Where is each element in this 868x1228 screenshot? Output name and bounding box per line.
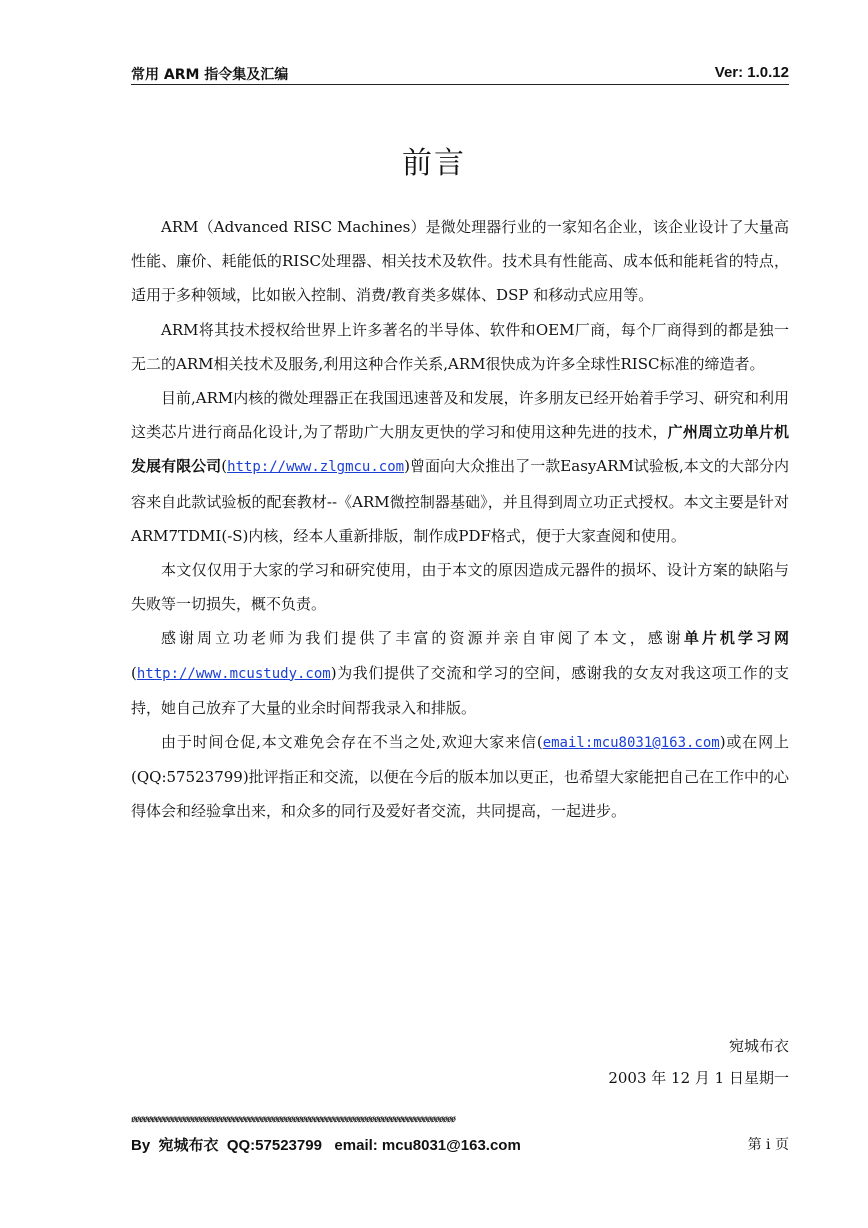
- mcustudy-link[interactable]: http://www.mcustudy.com: [136, 665, 331, 682]
- paragraph-6-text-b: )或在网上(QQ:57523799)批评指正和交流，以便在今后的版本加以更正，也希望大家能把自己在工作中的心得体会和经验拿出来，和众多的同行及爱好者交流，共同提高，一起进步。: [131, 733, 789, 821]
- company-name: 广州周立功单片机发展有限公司: [131, 423, 789, 476]
- signature-date: 2003 年 12 月 1 日星期一: [608, 1069, 789, 1087]
- signature-name: 宛城布衣: [728, 1037, 789, 1055]
- header-doc-title: 常用 ARM 指令集及汇编: [131, 67, 289, 83]
- email-link[interactable]: email:mcu8031@163.com: [542, 735, 720, 752]
- page-footer: [131, 1134, 789, 1156]
- footer-ornament-divider: ꬾꬾꬾꬾꬾꬾꬾꬾꬾꬾꬾꬾꬾꬾꬾꬾꬾꬾꬾꬾꬾꬾꬾꬾꬾꬾꬾꬾꬾꬾꬾꬾꬾꬾꬾꬾꬾꬾꬾꬾꬾꬾꬾꬾꬾꬾꬾꬾꬾꬾꬾꬾꬾꬾꬾꬾꬾꬾꬾꬾꬾꬾꬾꬾꬾꬾꬾꬾꬾꬾꬾꬾꬾꬾꬾꬾꬾꬾꬾꬾ: [131, 1113, 455, 1125]
- paragraph-6: [131, 725, 789, 829]
- signature-block: [608, 1030, 789, 1094]
- footer-author-contact: By 宛城布衣 QQ:57523799 email: mcu8031@163.com: [131, 1137, 521, 1154]
- paragraph-4: 本文仅仅用于大家的学习和研究使用，由于本文的原因造成元器件的损坏、设计方案的缺陷与失败等一切损失，概不负责。: [131, 561, 789, 614]
- paragraph-5-text-b: 为我们提供了交流和学习的空间，感谢我的女友对我这项工作的支持，她自己放弃了大量的业余时间帮我录入和排版。: [131, 663, 789, 717]
- paragraph-3-text-a: 目前,ARM内核的微处理器正在我国迅速普及和发展，许多朋友已经开始着手学习、研究和利用这类芯片进行商品化设计,为了帮助广大朋友更快的学习和使用这种先进的技术，: [131, 389, 789, 442]
- paragraph-1: ARM（Advanced RISC Machines）是微处理器行业的一家知名企业，该企业设计了大量高性能、廉价、耗能低的RISC处理器、相关技术及软件。技术具有性能高、成本低和能耗省的特点，适用于多种领域，比如嵌入控制、消费/教育类多媒体、DSP 和移动式应用等。: [131, 218, 789, 305]
- paragraph-3: 目前,ARM内核的微处理器正在我国迅速普及和发展，许多朋友已经开始着手学习、研究和利用这类芯片进行商品化设计,为了帮助广大朋友更快的学习和使用这种先进的技术，广州周立功单片机发展有限公司(http://www.zlgmcu.com)曾面向大众推出了一款EasyARM试验板,本文的大部分内容来自此款试验板的配套教材--《ARM微控制器基础》，并且得到周立功正式授权。本文主要是针对ARM7TDMI(-S)内核，经本人重新排版，制作成PDF格式，便于大家查阅和使用。: [131, 389, 789, 545]
- site-name: 单片机学习网: [683, 629, 789, 648]
- header-version: Ver: 1.0.12: [714, 64, 789, 81]
- page-header: [131, 62, 789, 85]
- paragraph-2: ARM将其技术授权给世界上许多著名的半导体、软件和OEM厂商，每个厂商得到的都是独一无二的ARM相关技术及服务,利用这种合作关系,ARM很快成为许多全球性RISC标准的缔造者。: [131, 320, 789, 373]
- paragraph-5-text-a: 感谢周立功老师为我们提供了丰富的资源并亲自审阅了本文，感谢: [161, 629, 684, 648]
- zlgmcu-link[interactable]: http://www.zlgmcu.com: [227, 459, 405, 476]
- document-body: [131, 210, 789, 829]
- page-title: 前言: [402, 146, 466, 181]
- page-number: 第 i 页: [747, 1137, 789, 1153]
- paragraph-6-text-a: 由于时间仓促,本文难免会存在不当之处,欢迎大家来信(: [161, 733, 543, 752]
- paragraph-5: 感谢周立功老师为我们提供了丰富的资源并亲自审阅了本文，感谢单片机学习网(http://www.mcustudy.com)为我们提供了交流和学习的空间，感谢我的女友对我这项工作的支持，她自己放弃了大量的业余时间帮我录入和排版。: [131, 629, 789, 717]
- paragraph-3-text-b: 曾面向大众推出了一款EasyARM试验板,本文的大部分内容来自此款试验板的配套教材--《ARM微控制器基础》，并且得到周立功正式授权。本文主要是针对ARM7TDMI(-S)内核，经本人重新排版，制作成PDF格式，便于大家查阅和使用。: [131, 457, 789, 545]
